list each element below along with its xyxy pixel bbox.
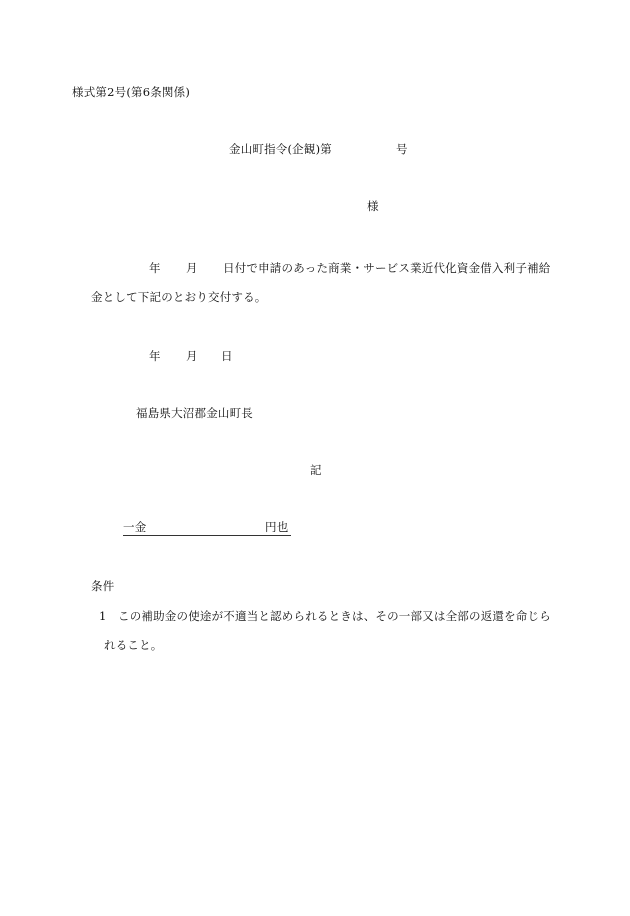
directive-number-suffix: 号 [396, 142, 408, 156]
amount-prefix: 一金 [123, 520, 147, 534]
condition-item-text-line1: この補助金の使途が不適当と認められるときは、その一部又は全部の返還を命じら [118, 609, 551, 623]
conditions-heading: 条件 [91, 579, 115, 593]
ki-heading: 記 [310, 463, 322, 477]
issuer-name: 福島県大沼郡金山町長 [136, 406, 253, 420]
body-text-line2: 金として下記のとおり交付する。 [91, 290, 267, 304]
addressee-honorific: 様 [367, 199, 379, 213]
condition-item-text-line2: れること。 [104, 638, 163, 652]
amount-suffix: 円也 [265, 520, 289, 534]
directive-number-prefix: 金山町指令(企観)第 [229, 142, 332, 156]
body-text-line1: 日付で申請のあった商業・サービス業近代化資金借入利子補給 [223, 261, 551, 275]
issue-date-month-label: 月 [186, 349, 198, 363]
body-month-label: 月 [186, 261, 198, 275]
condition-item-number: 1 [99, 609, 107, 623]
form-number: 様式第2号(第6条関係) [72, 85, 191, 99]
issue-date-day-label: 日 [221, 349, 233, 363]
issue-date-year-label: 年 [149, 349, 161, 363]
body-year-label: 年 [149, 261, 161, 275]
